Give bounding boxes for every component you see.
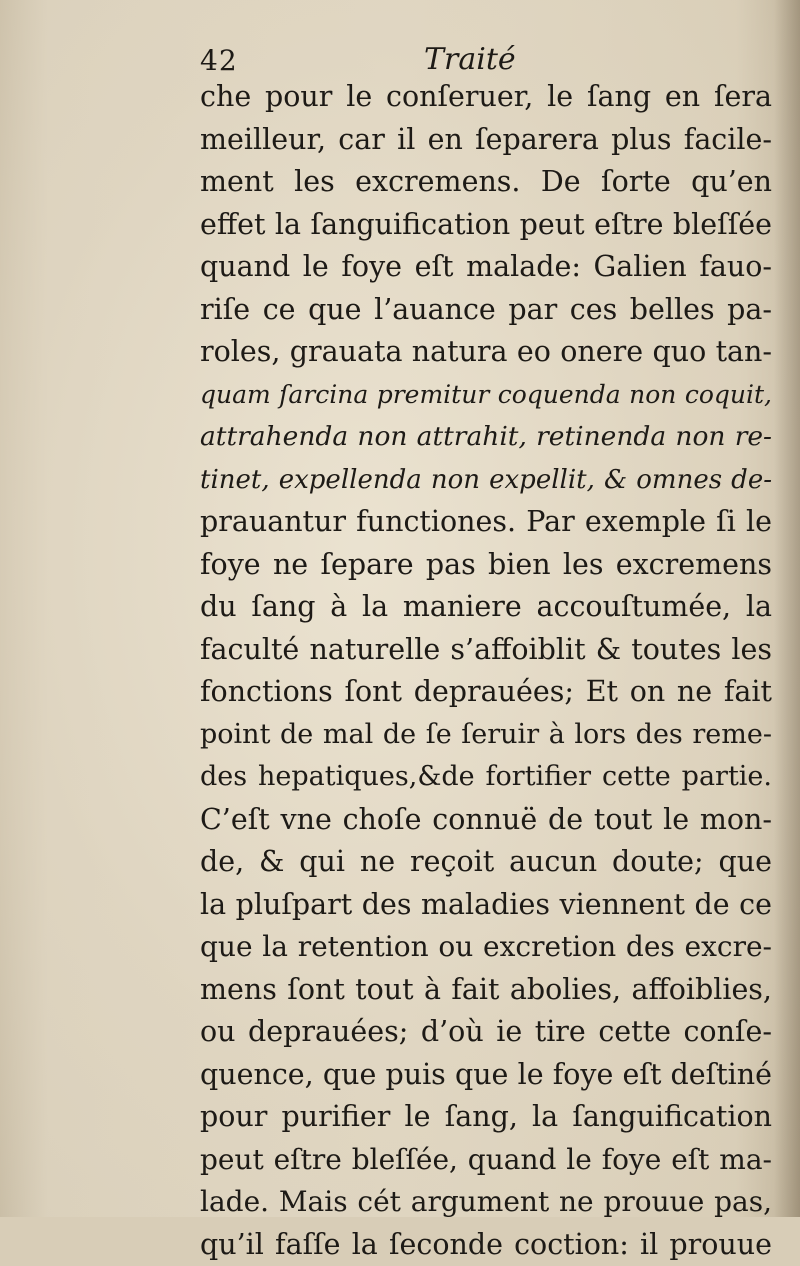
text-line: qu’il faſſe la ſeconde coction: il prouue (200, 1224, 772, 1266)
text-line: meilleur, car il en ſeparera plus facile- (200, 119, 772, 162)
latin-quote-line: tinet, expellenda non expellit, & omnes de- (200, 459, 772, 502)
text-line: pour purifier le ſang, la ſanguification (200, 1096, 772, 1139)
running-title: Traité (424, 42, 516, 77)
text-line: peut eſtre bleſſée, quand le foye eſt ma- (200, 1139, 772, 1182)
text-line: riſe ce que l’auance par ces belles pa- (200, 289, 772, 332)
text-line: quence, que puis que le foye eſt deſtiné (200, 1054, 772, 1097)
body-text (200, 76, 772, 1266)
text-line: du ſang à la maniere accouſtumée, la (200, 586, 772, 629)
text-line: che pour le conſeruer, le ſang en ſera (200, 76, 772, 119)
text-line: prauantur functiones. Par exemple ſi le (200, 501, 772, 544)
text-line: lade. Mais cét argument ne prouue pas, (200, 1181, 772, 1224)
text-line: C’eſt vne choſe connuë de tout le mon- (200, 799, 772, 842)
page-number: 42 (200, 44, 238, 77)
text-line: ou deprauées; d’où ie tire cette conſe- (200, 1011, 772, 1054)
text-line: la pluſpart des maladies viennent de ce (200, 884, 772, 927)
text-line: des hepatiques,&de fortifier cette partie. (200, 756, 772, 799)
text-line: effet la ſanguification peut eſtre bleſſée (200, 204, 772, 247)
text-line: de, & qui ne reçoit aucun doute; que (200, 841, 772, 884)
text-line: mens ſont tout à fait abolies, affoiblies, (200, 969, 772, 1012)
text-line: quand le foye eſt malade: Galien fauo- (200, 246, 772, 289)
latin-quote-line: quam ſarcina premitur coquenda non coquit, (200, 374, 772, 417)
text-line: fonctions ſont deprauées; Et on ne fait (200, 671, 772, 714)
text-line: que la retention ou excretion des excre- (200, 926, 772, 969)
text-line: faculté naturelle s’affoiblit & toutes les (200, 629, 772, 672)
latin-quote-line: attrahenda non attrahit, retinenda non re- (200, 416, 772, 459)
page-edge-shadow (774, 0, 800, 1217)
text-line: roles, grauata natura eo onere quo tan- (200, 331, 772, 374)
text-line: point de mal de ſe ſeruir à lors des reme- (200, 714, 772, 757)
text-line: ment les excremens. De ſorte qu’en (200, 161, 772, 204)
text-line: foye ne ſepare pas bien les excremens (200, 544, 772, 587)
